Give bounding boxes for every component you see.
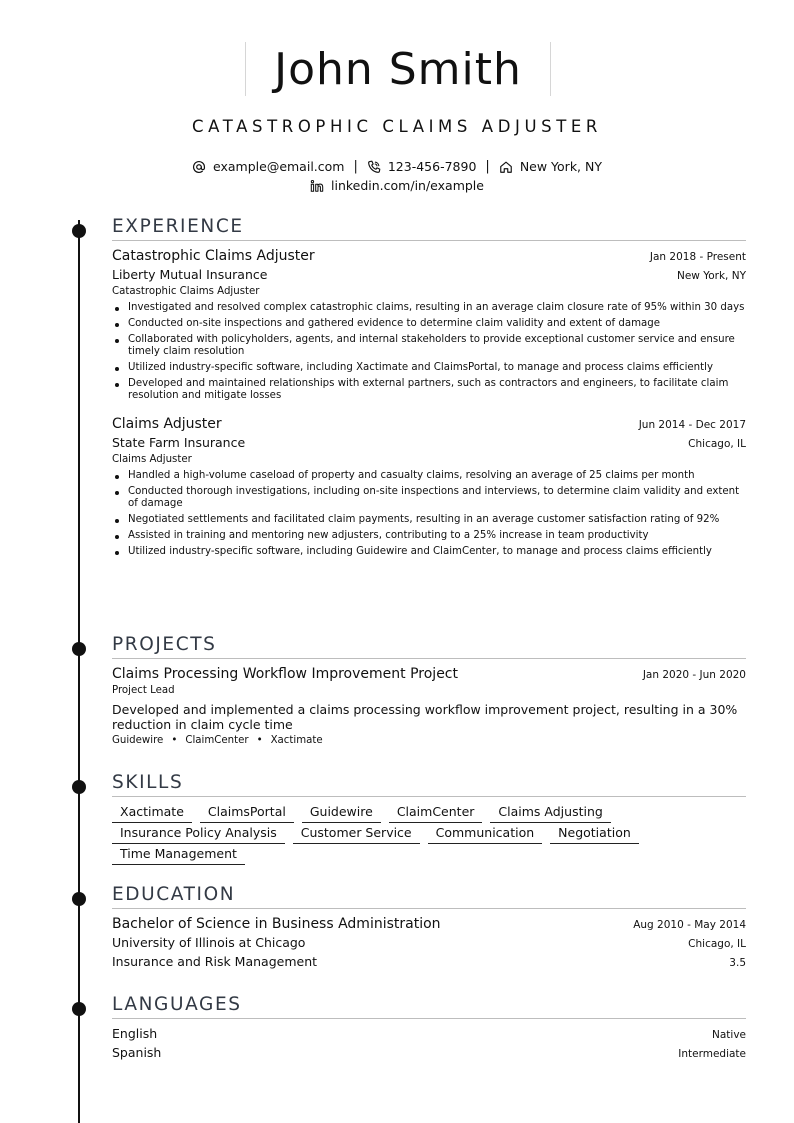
- skills-list: [112, 803, 672, 866]
- timeline-dot: [72, 642, 86, 656]
- language-row: [112, 1045, 746, 1064]
- education-gpa: 3.5: [729, 957, 746, 969]
- contact-row: [0, 159, 794, 174]
- experience-location: New York, NY: [676, 270, 746, 282]
- skill-tag: Xactimate: [112, 803, 192, 823]
- project-dates: Jan 2020 - Jun 2020: [642, 669, 746, 681]
- projects-section: [112, 632, 746, 746]
- bullet-item: Utilized industry-specific software, including Guidewire and ClaimCenter, to manage and process claims efficiently: [112, 546, 746, 558]
- phone-icon: [367, 160, 381, 174]
- project-entry: [112, 666, 746, 746]
- job-title: CATASTROPHIC CLAIMS ADJUSTER: [192, 117, 602, 136]
- bullet-item: Negotiated settlements and facilitated claim payments, resulting in an average customer satisfaction rating of 92%: [112, 514, 746, 526]
- experience-company: Liberty Mutual Insurance: [112, 267, 268, 282]
- tool-item: Guidewire: [112, 735, 164, 746]
- languages-list: [112, 1026, 746, 1064]
- experience-bullets: [112, 470, 746, 558]
- experience-subrole: Claims Adjuster: [112, 454, 192, 465]
- contact-separator: |: [485, 159, 490, 174]
- language-row: [112, 1026, 746, 1045]
- bullet-item: Developed and maintained relationships with external partners, such as contractors and engineers, to facilitate claim resolution and mitigate losses: [112, 378, 746, 402]
- education-degree: Bachelor of Science in Business Administration: [112, 916, 441, 932]
- languages-section: [112, 992, 746, 1064]
- experience-bullets: [112, 302, 746, 402]
- tool-separator: •: [171, 735, 178, 746]
- contact-separator: |: [353, 159, 358, 174]
- candidate-name: John Smith: [274, 43, 522, 95]
- project-name: Claims Processing Workflow Improvement Project: [112, 666, 458, 682]
- contact-row-linkedin: [0, 178, 794, 193]
- language-name: English: [112, 1026, 158, 1041]
- bullet-item: Utilized industry-specific software, including Xactimate and ClaimsPortal, to manage and process claims efficiently: [112, 362, 746, 374]
- bullet-item: Conducted thorough investigations, including on-site inspections and interviews, to determine claim validity and extent of damage: [112, 486, 746, 510]
- tool-separator: •: [256, 735, 263, 746]
- timeline-line: [78, 220, 80, 1123]
- email-contact[interactable]: [192, 159, 344, 174]
- experience-entry: [112, 416, 746, 558]
- education-school: University of Illinois at Chicago: [112, 935, 306, 950]
- bullet-item: Handled a high-volume caseload of property and casualty claims, resolving an average of 25 claims per month: [112, 470, 746, 482]
- education-entry: [112, 916, 746, 973]
- location-text: New York, NY: [519, 159, 602, 174]
- bullet-item: Investigated and resolved complex catastrophic claims, resulting in an average claim closure rate of 95% within 30 days: [112, 302, 746, 314]
- experience-dates: Jan 2018 - Present: [649, 251, 746, 263]
- experience-section: [112, 214, 746, 562]
- tool-item: ClaimCenter: [185, 735, 249, 746]
- bullet-item: Assisted in training and mentoring new adjusters, contributing to a 25% increase in team productivity: [112, 530, 746, 542]
- linkedin-contact[interactable]: [310, 178, 484, 193]
- project-tools: [112, 735, 746, 746]
- experience-role: Claims Adjuster: [112, 416, 222, 432]
- project-role: Project Lead: [112, 685, 175, 696]
- bullet-item: Conducted on-site inspections and gathered evidence to determine claim validity and extent of damage: [112, 318, 746, 330]
- section-heading-projects: PROJECTS: [112, 632, 746, 659]
- skill-tag: Insurance Policy Analysis: [112, 824, 285, 844]
- timeline-dot: [72, 892, 86, 906]
- bullet-item: Collaborated with policyholders, agents, and internal stakeholders to provide exceptional customer service and ensure timely claim resolution: [112, 334, 746, 358]
- skill-tag: Time Management: [112, 845, 245, 865]
- education-section: [112, 882, 746, 973]
- home-icon: [499, 160, 513, 174]
- skill-tag: Communication: [428, 824, 543, 844]
- section-heading-experience: EXPERIENCE: [112, 214, 746, 241]
- at-icon: [192, 160, 206, 174]
- language-name: Spanish: [112, 1045, 162, 1060]
- section-heading-education: EDUCATION: [112, 882, 746, 909]
- experience-company: State Farm Insurance: [112, 435, 246, 450]
- timeline-dot: [72, 780, 86, 794]
- experience-subrole: Catastrophic Claims Adjuster: [112, 286, 260, 297]
- skill-tag: Negotiation: [550, 824, 639, 844]
- language-level: Intermediate: [678, 1048, 746, 1060]
- skill-tag: ClaimsPortal: [200, 803, 294, 823]
- skill-tag: Guidewire: [302, 803, 381, 823]
- experience-entry: [112, 248, 746, 402]
- project-description: Developed and implemented a claims processing workflow improvement project, resulting in a 30% reduction in claim cycle time: [112, 702, 738, 732]
- section-heading-skills: SKILLS: [112, 770, 746, 797]
- linkedin-text: linkedin.com/in/example: [331, 178, 484, 193]
- phone-text: 123-456-7890: [387, 159, 477, 174]
- phone-contact[interactable]: [367, 159, 477, 174]
- timeline-dot: [72, 1002, 86, 1016]
- experience-dates: Jun 2014 - Dec 2017: [638, 419, 746, 431]
- experience-role: Catastrophic Claims Adjuster: [112, 248, 315, 264]
- name-frame: [245, 42, 551, 96]
- education-field: Insurance and Risk Management: [112, 954, 318, 969]
- location-contact: [499, 159, 602, 174]
- skill-tag: ClaimCenter: [389, 803, 483, 823]
- experience-location: Chicago, IL: [688, 438, 746, 450]
- tool-item: Xactimate: [270, 735, 323, 746]
- language-level: Native: [712, 1029, 746, 1041]
- email-text: example@email.com: [213, 159, 345, 174]
- linkedin-icon: [310, 179, 324, 193]
- section-heading-languages: LANGUAGES: [112, 992, 746, 1019]
- skill-tag: Customer Service: [293, 824, 420, 844]
- skill-tag: Claims Adjusting: [490, 803, 610, 823]
- skills-section: [112, 770, 746, 866]
- education-location: Chicago, IL: [688, 938, 746, 950]
- education-dates: Aug 2010 - May 2014: [633, 919, 746, 931]
- timeline-dot: [72, 224, 86, 238]
